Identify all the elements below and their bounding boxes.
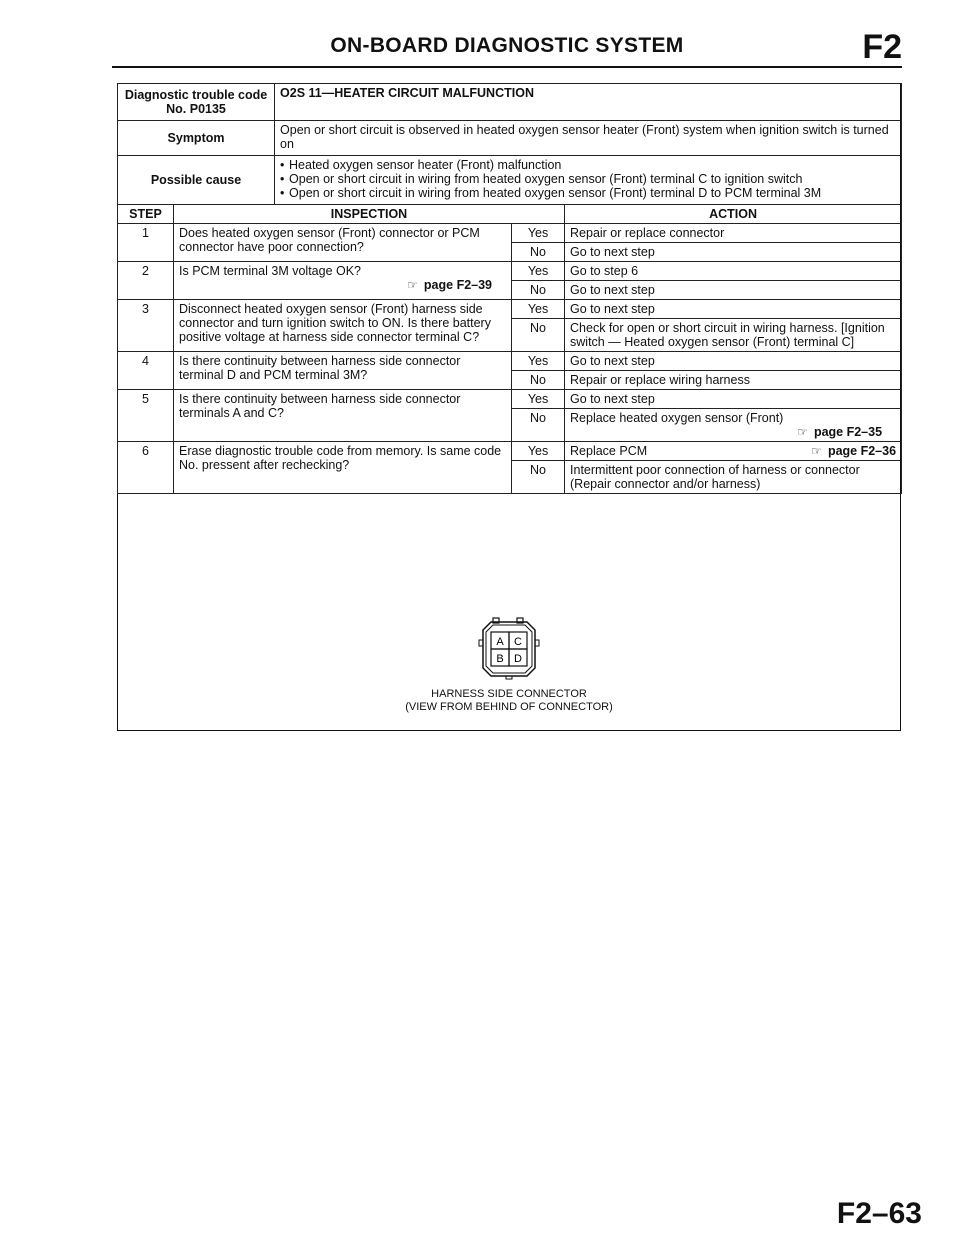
step-row	[118, 224, 902, 243]
page-ref-icon: ☞	[797, 425, 808, 439]
no-label: No	[512, 409, 565, 442]
terminal-label: C	[514, 636, 522, 648]
step-inspection: Is there continuity between harness side connector terminal D and PCM terminal 3M?	[174, 352, 512, 390]
cause-item: • Open or short circuit in wiring from heated oxygen sensor (Front) terminal C to ignition switch	[280, 172, 896, 186]
step-number: 4	[118, 352, 174, 390]
yes-action: Go to step 6	[565, 262, 902, 281]
step-number: 5	[118, 390, 174, 442]
no-action: Intermittent poor connection of harness or connector (Repair connector and/or harness)	[565, 461, 902, 494]
step-inspection-cell	[174, 262, 512, 300]
terminal-label: B	[496, 653, 504, 665]
header-rule	[112, 66, 902, 68]
step-row	[118, 352, 902, 371]
yes-label: Yes	[512, 390, 565, 409]
page-ref-text: page F2–35	[813, 425, 883, 439]
step-inspection: Is PCM terminal 3M voltage OK?	[179, 264, 362, 278]
figure-caption-line: HARNESS SIDE CONNECTOR	[431, 688, 587, 700]
symptom-value: Open or short circuit is observed in heated oxygen sensor heater (Front) system when ignition switch is turned on	[275, 121, 902, 156]
no-action: Check for open or short circuit in wiring harness. [Ignition switch — Heated oxygen sensor (Front) terminal C]	[565, 319, 902, 352]
section-code: F2	[862, 28, 902, 66]
column-header-row	[118, 205, 902, 224]
diagnostic-table	[117, 83, 902, 494]
yes-action: Go to next step	[565, 390, 902, 409]
step-number: 2	[118, 262, 174, 300]
no-label: No	[512, 319, 565, 352]
yes-label: Yes	[512, 224, 565, 243]
step-row	[118, 442, 902, 461]
no-label: No	[512, 461, 565, 494]
step-inspection: Is there continuity between harness side connector terminals A and C?	[174, 390, 512, 442]
cause-list	[275, 156, 902, 205]
yes-action-cell	[565, 442, 902, 461]
step-number: 3	[118, 300, 174, 352]
page-ref-text: page F2–36	[827, 444, 897, 458]
terminal-label: A	[496, 636, 504, 648]
step-row	[118, 262, 902, 281]
yes-label: Yes	[512, 262, 565, 281]
step-row	[118, 300, 902, 319]
yes-action: Repair or replace connector	[565, 224, 902, 243]
page-ref-text: page F2–39	[423, 278, 493, 292]
no-action: Go to next step	[565, 243, 902, 262]
figure-caption	[117, 688, 901, 714]
header-title: ON-BOARD DIAGNOSTIC SYSTEM	[330, 34, 684, 57]
connector-figure	[117, 600, 901, 730]
no-action: Go to next step	[565, 281, 902, 300]
symptom-label: Symptom	[118, 121, 275, 156]
yes-action: Replace PCM	[570, 444, 648, 458]
yes-label: Yes	[512, 300, 565, 319]
col-inspection-header: INSPECTION	[174, 205, 565, 224]
yes-action: Go to next step	[565, 352, 902, 371]
page-number: F2–63	[836, 1197, 922, 1230]
step-inspection: Erase diagnostic trouble code from memory. Is same code No. pressent after rechecking?	[174, 442, 512, 494]
no-action: Replace heated oxygen sensor (Front)	[570, 411, 784, 425]
col-step-header: STEP	[118, 205, 174, 224]
figure-caption-line: (VIEW FROM BEHIND OF CONNECTOR)	[405, 701, 613, 713]
step-number: 1	[118, 224, 174, 262]
col-action-header: ACTION	[565, 205, 902, 224]
page-reference	[179, 278, 506, 292]
symptom-row	[118, 121, 902, 156]
step-number: 6	[118, 442, 174, 494]
terminal-label: D	[514, 653, 522, 665]
dtc-row	[118, 84, 902, 121]
step-inspection: Disconnect heated oxygen sensor (Front) harness side connector and turn ignition switch to ON. Is there battery positive voltage at harness side connector terminal C?	[174, 300, 512, 352]
no-label: No	[512, 281, 565, 300]
no-action-cell	[565, 409, 902, 442]
page-reference	[570, 425, 896, 439]
yes-label: Yes	[512, 352, 565, 371]
cause-item: • Open or short circuit in wiring from heated oxygen sensor (Front) terminal D to PCM terminal 3M	[280, 186, 896, 200]
dtc-value: O2S 11—HEATER CIRCUIT MALFUNCTION	[275, 84, 902, 121]
yes-label: Yes	[512, 442, 565, 461]
cause-row	[118, 156, 902, 205]
step-row	[118, 390, 902, 409]
yes-action: Go to next step	[565, 300, 902, 319]
no-label: No	[512, 243, 565, 262]
cause-label: Possible cause	[118, 156, 275, 205]
cause-item: • Heated oxygen sensor heater (Front) malfunction	[280, 158, 896, 172]
step-inspection: Does heated oxygen sensor (Front) connector or PCM connector have poor connection?	[174, 224, 512, 262]
no-action: Repair or replace wiring harness	[565, 371, 902, 390]
page-ref-icon: ☞	[811, 444, 822, 458]
harness-connector-icon	[455, 612, 563, 680]
page-reference	[811, 444, 896, 458]
no-label: No	[512, 371, 565, 390]
page-ref-icon: ☞	[407, 278, 418, 292]
dtc-label: Diagnostic trouble code No. P0135	[118, 84, 275, 121]
page-header	[112, 30, 902, 66]
